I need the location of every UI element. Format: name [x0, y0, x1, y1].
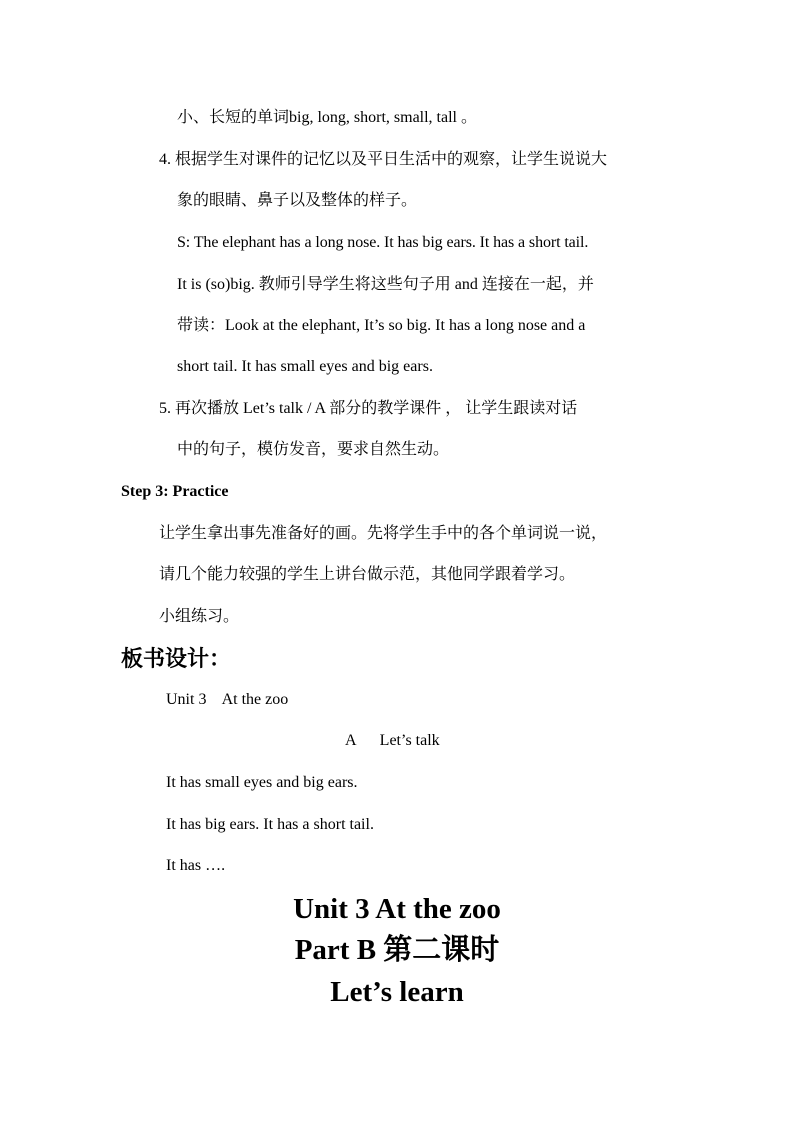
next-lesson-title-3: Let’s learn [330, 976, 464, 1008]
board-sentence-2: It has big ears. It has a short tail. [166, 816, 374, 833]
next-lesson-title-1: Unit 3 At the zoo [293, 893, 501, 925]
step-3-line-1: 让学生拿出事先准备好的画。先将学生手中的各个单词说一说， [159, 525, 608, 542]
step-3-line-3: 小组练习。 [159, 608, 240, 625]
item-5-line-2: 中的句子，模仿发音，要求自然生动。 [177, 441, 450, 458]
board-sentence-1: It has small eyes and big ears. [166, 774, 358, 791]
item-4-line-4: It is (so)big. 教师引导学生将这些句子用 and 连接在一起，并 [177, 276, 594, 293]
step-3-line-2: 请几个能力较强的学生上讲台做示范，其他同学跟着学习。 [159, 566, 576, 583]
item-4-line-5: 带读：Look at the elephant, It’s so big. It has a long nose and a [177, 317, 586, 334]
step-3-heading: Step 3: Practice [121, 483, 229, 500]
item-5-line-1: 5. 再次播放 Let’s talk / A 部分的教学课件 ， 让学生跟读对话 [159, 400, 578, 417]
item-4-line-2: 象的眼睛、鼻子以及整体的样子。 [177, 192, 418, 209]
board-part: A Let’s talk [345, 732, 440, 749]
item-4-line-1: 4. 根据学生对课件的记忆以及平日生活中的观察，让学生说说大 [159, 151, 608, 168]
next-lesson-title-2: Part B 第二课时 [294, 934, 500, 966]
item-4-line-3: S: The elephant has a long nose. It has big ears. It has a short tail. [177, 234, 589, 251]
board-unit: Unit 3 At the zoo [166, 691, 289, 708]
board-sentence-3: It has …. [166, 857, 226, 874]
board-heading: 板书设计： [121, 646, 232, 671]
item-4-line-6: short tail. It has small eyes and big ears. [177, 358, 433, 375]
continuation-line: 小、长短的单词big, long, short, small, tall 。 [177, 109, 477, 126]
